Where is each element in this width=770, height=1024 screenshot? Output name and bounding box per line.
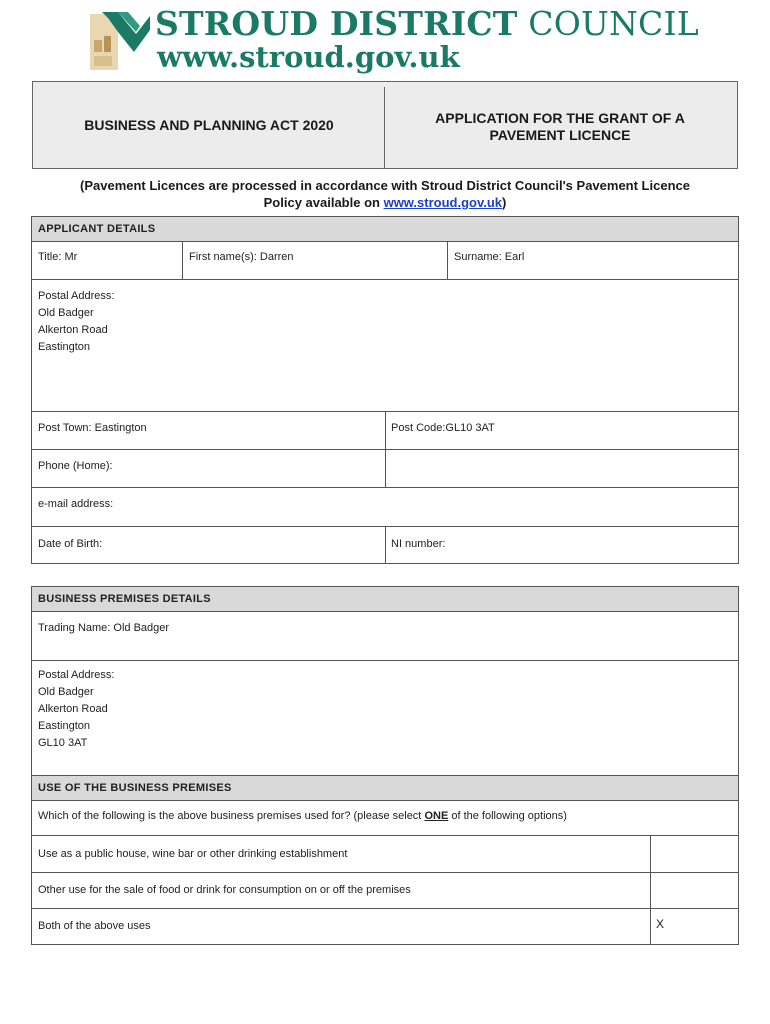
use-question-emphasis: ONE (424, 810, 449, 822)
date-of-birth-field[interactable]: Date of Birth: (38, 538, 103, 550)
policy-link[interactable]: www.stroud.gov.uk (383, 195, 503, 210)
row-divider (32, 241, 738, 242)
applicant-title-field[interactable]: Title: Mr (38, 251, 78, 263)
use-option-checkbox[interactable] (656, 875, 736, 907)
org-name (155, 4, 699, 43)
applicant-surname-field[interactable]: Surname: Earl (454, 251, 525, 263)
ni-number-field[interactable]: NI number: (391, 538, 446, 550)
use-question-prefix: Which of the following is the above business premises used for? (please select (38, 810, 425, 822)
org-url: www.stroud.gov.uk (157, 40, 460, 74)
use-of-premises-heading: USE OF THE BUSINESS PREMISES (38, 782, 232, 794)
use-question (38, 808, 567, 825)
col-divider (182, 241, 183, 279)
council-logo-icon (88, 10, 150, 72)
trading-name-field[interactable]: Trading Name: Old Badger (38, 622, 170, 634)
row-divider (32, 908, 738, 909)
postal-address-line: Alkerton Road (38, 324, 108, 336)
row-divider (32, 660, 738, 661)
col-divider (447, 241, 448, 279)
postal-address-line: GL10 3AT (38, 737, 88, 749)
col-divider (385, 526, 386, 563)
act-title: BUSINESS AND PLANNING ACT 2020 (84, 117, 334, 133)
applicant-first-name-field[interactable]: First name(s): Darren (189, 251, 294, 263)
postal-address-line: Old Badger (38, 686, 94, 698)
use-question-suffix: of the following options) (448, 810, 567, 822)
row-divider (32, 800, 738, 801)
applicant-postal-address-field[interactable] (38, 288, 114, 356)
row-divider (32, 449, 738, 450)
row-divider (32, 611, 738, 612)
use-option-label: Use as a public house, wine bar or other drinking establishment (38, 848, 348, 860)
post-code-field[interactable]: Post Code:GL10 3AT (391, 422, 495, 434)
use-option-label: Both of the above uses (38, 920, 151, 932)
policy-note-prefix: Policy available on (263, 195, 384, 210)
postal-address-label: Postal Address: (38, 290, 115, 302)
applicant-details-table (31, 216, 739, 564)
use-option-label: Other use for the sale of food or drink for consumption on or off the premises (38, 884, 411, 896)
postal-address-line: Old Badger (38, 307, 94, 319)
row-divider (32, 487, 738, 488)
application-title-line1: APPLICATION FOR THE GRANT OF A (435, 110, 685, 126)
row-divider (32, 835, 738, 836)
use-option-checkbox[interactable] (656, 838, 736, 872)
row-divider (32, 279, 738, 280)
col-divider (650, 835, 651, 944)
policy-note-line1: (Pavement Licences are processed in accordance with Stroud District Council's Pavement Licence (80, 178, 690, 193)
row-divider (32, 872, 738, 873)
use-option-checkbox[interactable]: X (656, 917, 665, 931)
business-premises-heading: BUSINESS PREMISES DETAILS (38, 593, 211, 605)
applicant-details-heading: APPLICANT DETAILS (38, 223, 156, 235)
postal-address-line: Eastington (38, 720, 90, 732)
org-name-light: COUNCIL (517, 4, 699, 43)
postal-address-label: Postal Address: (38, 669, 115, 681)
policy-note-line2 (40, 194, 730, 211)
policy-note-suffix: ) (502, 195, 507, 210)
email-field[interactable]: e-mail address: (38, 498, 114, 510)
policy-note (40, 177, 730, 211)
phone-home-field[interactable]: Phone (Home): (38, 460, 113, 472)
postal-address-line: Alkerton Road (38, 703, 108, 715)
postal-address-line: Eastington (38, 341, 90, 353)
title-divider (384, 87, 385, 169)
application-title (390, 110, 730, 144)
org-name-bold: STROUD DISTRICT (155, 4, 518, 43)
post-town-field[interactable]: Post Town: Eastington (38, 422, 147, 434)
premises-postal-address-field[interactable] (38, 667, 114, 752)
application-title-line2: PAVEMENT LICENCE (489, 127, 631, 143)
